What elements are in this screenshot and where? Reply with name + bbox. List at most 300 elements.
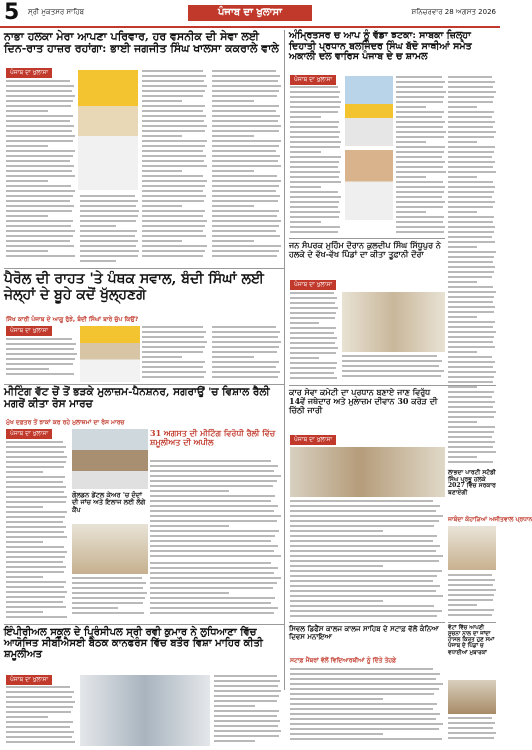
text-line <box>290 500 433 502</box>
headline-kuldeep: ਜਨ ਸੰਪਰਕ ਮੁਹਿੰਮ ਦੌਰਾਨ ਕੁਲਦੀਪ ਸਿੰਘ ਸਿੱਧੂਪੁਰ ਨੇ ਹਲਕੇ ਦੇ ਵੱਖ-ਵੱਖ ਪਿੰਡਾਂ ਦਾ ਕੀਤਾ ਤੂਫ਼ਾਨੀ ਦੌਰਾ <box>289 240 441 259</box>
text-line <box>6 130 72 132</box>
article-body <box>290 500 445 620</box>
text-line <box>80 220 136 222</box>
text-line <box>448 121 495 123</box>
text-line <box>290 206 338 208</box>
text-line <box>290 91 340 93</box>
text-line <box>6 716 48 718</box>
text-line <box>290 221 321 223</box>
text-line <box>6 521 63 523</box>
text-line <box>448 446 493 448</box>
text-line <box>80 240 138 242</box>
text-line <box>212 85 281 87</box>
text-line <box>448 426 495 428</box>
text-line <box>212 371 280 373</box>
text-line <box>212 250 279 252</box>
text-line <box>290 520 439 522</box>
byline-tag: ਪੰਜਾਬ ਦਾ ਖੁਲਾਸਾ <box>6 326 52 336</box>
text-line <box>150 500 271 502</box>
text-line <box>142 250 205 252</box>
text-line <box>80 210 139 212</box>
text-line <box>142 75 206 77</box>
text-line <box>448 737 494 739</box>
text-line <box>290 327 336 329</box>
text-line <box>212 110 276 112</box>
text-line <box>396 231 444 233</box>
text-line <box>212 366 276 368</box>
headline-kar-sewa: ਕਾਰ ਸੇਵਾ ਕਮੇਟੀ ਦਾ ਪ੍ਰਧਾਨ ਬਣਾਏ ਜਾਣ ਵਿਰੁੱਧ 14ਵੇਂ ਜਥੇਦਾਰ ਅਤੇ ਮੁਲਾਜ਼ਮ ਦੀਵਾਨ 30 ਕਰੋੜ ਦੀ ਚਿੱਠੀ ਜਾਰੀ <box>289 387 438 415</box>
text-line <box>448 366 493 368</box>
text-line <box>290 595 443 597</box>
column-rule <box>284 30 285 690</box>
text-line <box>396 206 443 208</box>
text-line <box>6 451 64 453</box>
text-line <box>290 131 340 133</box>
text-line <box>72 592 147 594</box>
text-line <box>448 206 493 208</box>
text-line <box>6 586 64 588</box>
text-line <box>448 321 495 323</box>
text-line <box>290 111 338 113</box>
text-line <box>290 590 436 592</box>
text-line <box>448 91 496 93</box>
article-photo <box>345 150 393 220</box>
text-line <box>290 683 443 685</box>
text-line <box>6 215 48 217</box>
article-body <box>214 675 282 746</box>
text-line <box>212 130 279 132</box>
text-line <box>142 205 182 207</box>
text-line <box>214 675 277 677</box>
text-line <box>290 166 338 168</box>
text-line <box>6 373 74 375</box>
text-line <box>396 211 426 213</box>
article-photo <box>72 429 148 489</box>
text-line <box>448 301 493 303</box>
text-line <box>150 515 281 517</box>
text-line <box>142 356 182 358</box>
text-line <box>6 110 48 112</box>
text-line <box>142 185 205 187</box>
text-line <box>212 225 279 227</box>
text-line <box>6 140 73 142</box>
text-line <box>396 81 445 83</box>
text-line <box>142 145 205 147</box>
text-line <box>6 160 70 162</box>
text-line <box>150 510 274 512</box>
text-line <box>142 346 205 348</box>
text-line <box>290 525 434 527</box>
text-line <box>290 342 335 344</box>
text-line <box>290 560 439 562</box>
text-line <box>6 456 67 458</box>
text-line <box>396 161 445 163</box>
text-line <box>396 166 443 168</box>
text-line <box>212 255 277 257</box>
text-line <box>6 481 63 483</box>
text-line <box>6 180 48 182</box>
text-line <box>448 421 477 423</box>
text-line <box>6 446 66 448</box>
text-line <box>142 110 203 112</box>
text-line <box>396 86 443 88</box>
text-line <box>214 715 277 717</box>
text-line <box>396 221 443 223</box>
text-line <box>142 376 204 378</box>
text-line <box>448 186 495 188</box>
text-line <box>448 441 495 443</box>
text-line <box>342 365 439 367</box>
text-line <box>6 353 77 355</box>
headline-amritsar: ਅੰਮ੍ਰਿਤਸਰ ਚ ਆਪ ਨੂੰ ਵੱਡਾ ਝਟਕਾ: ਸਾਬਕਾ ਜ਼ਿਲ੍ਹਾ ਦਿਹਾਤੀ ਪ੍ਰਧਾਨ ਬਲਜਿੰਦਰ ਸਿੰਘ ਬੱਦੋ ਸਾਥੀਆਂ ਸਮੇਤ ਅਕਾਲੀ ਦਲ ਵਾਰਿਸ ਪੰਜਾਬ ਦੇ ਚ ਸ਼ਾਮਲ <box>289 30 472 63</box>
text-line <box>72 587 143 589</box>
text-line <box>150 555 281 557</box>
text-line <box>342 370 444 372</box>
text-line <box>448 351 477 353</box>
text-line <box>448 296 494 298</box>
text-line <box>6 135 75 137</box>
text-line <box>6 115 73 117</box>
section-divider <box>4 624 284 625</box>
text-line <box>6 476 65 478</box>
text-line <box>290 297 337 299</box>
headline-aap-2027: ਲਾਭਦਾ ਪਾਰਟੀ ਸਟੱਡੀ ਸਿੰਘ ਪ੍ਰਭੂ ਹਲਕੇ 2027 ਵਿੱਚ ਸਰਕਾਰ ਬਣਾਏਗੀ <box>448 469 496 497</box>
text-line <box>212 336 278 338</box>
text-line <box>290 186 321 188</box>
text-line <box>212 220 281 222</box>
text-line <box>142 225 205 227</box>
text-line <box>6 596 65 598</box>
text-line <box>6 556 65 558</box>
text-line <box>448 396 492 398</box>
text-line <box>6 125 74 127</box>
text-line <box>6 471 43 473</box>
text-line <box>6 230 75 232</box>
text-line <box>6 250 48 252</box>
text-line <box>6 741 75 743</box>
text-line <box>342 360 442 362</box>
text-line <box>290 718 436 720</box>
text-line <box>290 181 341 183</box>
text-line <box>6 721 73 723</box>
text-line <box>142 140 207 142</box>
text-line <box>6 531 64 533</box>
article-body <box>290 86 342 236</box>
text-line <box>212 331 280 333</box>
text-line <box>396 96 444 98</box>
text-line <box>448 406 493 408</box>
text-line <box>142 165 207 167</box>
article-body <box>150 562 282 621</box>
text-line <box>6 566 66 568</box>
text-line <box>142 160 204 162</box>
text-line <box>396 201 445 203</box>
text-line <box>80 260 116 262</box>
text-line <box>80 195 135 197</box>
text-line <box>448 86 493 88</box>
text-line <box>6 100 73 102</box>
text-line <box>448 81 495 83</box>
text-line <box>448 191 494 193</box>
text-line <box>142 326 203 328</box>
text-line <box>396 101 443 103</box>
text-line <box>396 76 442 78</box>
text-line <box>290 723 443 725</box>
text-line <box>142 115 206 117</box>
text-line <box>6 85 74 87</box>
text-line <box>6 200 70 202</box>
text-line <box>212 160 278 162</box>
text-line <box>6 516 65 518</box>
text-line <box>142 220 207 222</box>
text-line <box>6 240 70 242</box>
text-line <box>6 358 75 360</box>
text-line <box>214 735 279 737</box>
text-line <box>448 141 477 143</box>
text-line <box>6 175 75 177</box>
text-line <box>290 708 433 710</box>
article-photo <box>80 326 140 382</box>
text-line <box>448 111 494 113</box>
text-line <box>212 115 280 117</box>
text-line <box>212 341 281 343</box>
text-line <box>142 95 203 97</box>
text-line <box>212 95 277 97</box>
article-body <box>448 717 496 746</box>
text-line <box>448 166 493 168</box>
text-line <box>290 673 440 675</box>
text-line <box>6 576 43 578</box>
article-body <box>150 460 282 560</box>
byline-tag: ਪੰਜਾਬ ਦਾ ਖੁਲਾਸਾ <box>290 280 336 290</box>
text-line <box>150 562 271 564</box>
text-line <box>290 555 443 557</box>
text-line <box>448 589 496 591</box>
section-banner: ਪੰਜਾਬ ਦਾ ਖੁਲਾਸਾ <box>188 5 312 21</box>
text-line <box>150 535 275 537</box>
text-line <box>6 711 71 713</box>
text-line <box>212 361 279 363</box>
text-line <box>290 615 437 617</box>
article-photo <box>448 526 496 570</box>
text-line <box>448 196 492 198</box>
text-line <box>80 250 139 252</box>
text-line <box>212 185 279 187</box>
text-line <box>396 91 446 93</box>
text-line <box>212 105 279 107</box>
headline-civil-defence: ਸਿਵਲ ਡਿਫੈਂਸ ਕਾਲਜ ਕਾਲਜ ਸਾਹਿਬ ਦੇ ਸਟਾਫ਼ ਵੱਲੋਂ ਕੰਨਿਆ ਦਿਵਸ ਮਨਾਇਆ <box>289 624 439 641</box>
text-line <box>142 180 207 182</box>
text-line <box>448 171 496 173</box>
text-line <box>290 357 319 359</box>
text-line <box>142 175 203 177</box>
text-line <box>290 610 442 612</box>
text-line <box>214 700 277 702</box>
article-body <box>212 326 282 382</box>
text-line <box>142 245 207 247</box>
article-body <box>342 355 445 383</box>
text-line <box>212 376 278 378</box>
article-body <box>290 292 338 382</box>
text-line <box>448 381 493 383</box>
text-line <box>290 377 337 379</box>
text-line <box>290 713 440 715</box>
text-line <box>290 575 437 577</box>
article-subhead: ਮੁੱਖ ਦਫ਼ਤਰ ਤੋਂ ਝਾਕਾਂ ਕਰ ਰਹੇ ਮੁਲਾਜ਼ਮਾਂ ਦਾ ਰੋਸ ਮਾਰਚ <box>6 419 125 426</box>
text-line <box>448 211 477 213</box>
text-line <box>290 216 339 218</box>
text-line <box>6 526 66 528</box>
text-line <box>290 738 442 740</box>
text-line <box>290 505 440 507</box>
text-line <box>448 416 494 418</box>
text-line <box>290 126 338 128</box>
text-line <box>142 85 207 87</box>
text-line <box>80 225 116 227</box>
text-line <box>6 486 66 488</box>
text-line <box>290 101 341 103</box>
text-line <box>448 251 496 253</box>
text-line <box>142 240 182 242</box>
text-line <box>448 732 496 734</box>
text-line <box>214 690 281 692</box>
text-line <box>212 140 281 142</box>
text-line <box>150 480 277 482</box>
text-line <box>6 496 67 498</box>
text-line <box>142 90 205 92</box>
text-line <box>150 572 274 574</box>
text-line <box>448 146 495 148</box>
text-line <box>6 210 72 212</box>
text-line <box>448 181 493 183</box>
text-line <box>6 441 63 443</box>
text-line <box>212 135 254 137</box>
text-line <box>212 145 279 147</box>
text-line <box>290 312 336 314</box>
text-line <box>150 587 273 589</box>
text-line <box>6 731 74 733</box>
text-line <box>6 701 75 703</box>
text-line <box>80 255 138 257</box>
text-line <box>214 705 255 707</box>
text-line <box>290 146 340 148</box>
text-line <box>448 436 492 438</box>
text-line <box>290 688 439 690</box>
text-line <box>290 545 440 547</box>
text-line <box>6 511 67 513</box>
text-line <box>212 100 254 102</box>
text-line <box>6 691 74 693</box>
section-divider <box>289 385 496 386</box>
text-line <box>6 120 70 122</box>
text-line <box>6 245 74 247</box>
text-line <box>448 594 494 596</box>
text-line <box>448 579 495 581</box>
headline-protest-appeal: 31 ਅਗਸਤ ਦੀ ਮੀਟਿੰਗ ਵਿਰੋਧੀ ਰੈਲੀ ਵਿੱਚ ਸ਼ਮੂਲੀਅਤ ਦੀ ਅਪੀਲ <box>150 428 276 447</box>
text-line <box>72 582 146 584</box>
text-line <box>212 195 280 197</box>
text-line <box>448 717 492 719</box>
text-line <box>6 536 67 538</box>
text-line <box>448 391 494 393</box>
text-line <box>448 156 492 158</box>
text-line <box>142 366 203 368</box>
text-line <box>212 346 279 348</box>
text-line <box>214 725 278 727</box>
text-line <box>150 505 278 507</box>
text-line <box>448 614 492 616</box>
text-line <box>290 693 434 695</box>
text-line <box>396 181 443 183</box>
text-line <box>212 155 280 157</box>
text-line <box>448 316 477 318</box>
text-line <box>6 338 72 340</box>
page-number: 5 <box>4 0 20 25</box>
text-line <box>6 205 74 207</box>
text-line <box>142 210 205 212</box>
text-line <box>142 195 206 197</box>
text-line <box>6 606 66 608</box>
text-line <box>448 131 496 133</box>
byline-tag: ਪੰਜਾਬ ਦਾ ਖੁਲਾਸਾ <box>290 75 336 85</box>
text-line <box>290 171 340 173</box>
text-line <box>150 530 279 532</box>
text-line <box>448 584 493 586</box>
article-photo <box>80 675 210 746</box>
text-line <box>6 571 64 573</box>
text-line <box>6 363 73 365</box>
text-line <box>448 126 493 128</box>
section-divider <box>4 384 284 385</box>
text-line <box>212 240 254 242</box>
article-body <box>72 577 148 621</box>
text-line <box>290 362 337 364</box>
text-line <box>80 215 138 217</box>
text-line <box>6 611 43 613</box>
text-line <box>290 540 433 542</box>
headline-dental: ਗੋਲਡਨ ਡੇਂਟਲ ਕੇਅਰ 'ਚ ਦੰਦਾਂ ਦੀ ਜਾਂਚ ਅਤੇ ਇਲਾਜ ਲਈ ਲੱਗੇ ਕੈਂਪ <box>72 491 146 514</box>
text-line <box>448 226 495 228</box>
page-header <box>0 0 500 28</box>
text-line <box>80 230 137 232</box>
headline-employees: ਮੀਟਿੰਗ ਵੱਟ ਚੋਂ ਤੋਂ ਭੜਕੇ ਮੁਲਾਜ਼ਮ-ਪੈਨਸ਼ਨਰ, ਸਗਰਾਉਂ 'ਚ ਵਿਸ਼ਾਲ ਰੈਲੀ ਮਗਰੋਂ ਕੀਤਾ ਰੋਸ ਮਾਰਚ <box>4 386 270 410</box>
text-line <box>6 165 74 167</box>
text-line <box>448 609 494 611</box>
text-line <box>448 311 494 313</box>
section-divider <box>4 268 284 269</box>
text-line <box>142 235 206 237</box>
text-line <box>290 161 339 163</box>
text-line <box>290 196 341 198</box>
text-line <box>290 292 334 294</box>
text-line <box>290 733 383 735</box>
text-line <box>142 371 206 373</box>
text-line <box>142 336 204 338</box>
text-line <box>6 551 67 553</box>
text-line <box>448 431 494 433</box>
text-line <box>142 70 203 72</box>
text-line <box>448 281 477 283</box>
text-line <box>80 205 136 207</box>
text-line <box>290 515 443 517</box>
text-line <box>448 386 477 388</box>
text-line <box>290 307 338 309</box>
text-line <box>142 105 205 107</box>
text-line <box>6 185 71 187</box>
article-body <box>448 76 496 466</box>
text-line <box>142 150 203 152</box>
text-line <box>448 101 493 103</box>
